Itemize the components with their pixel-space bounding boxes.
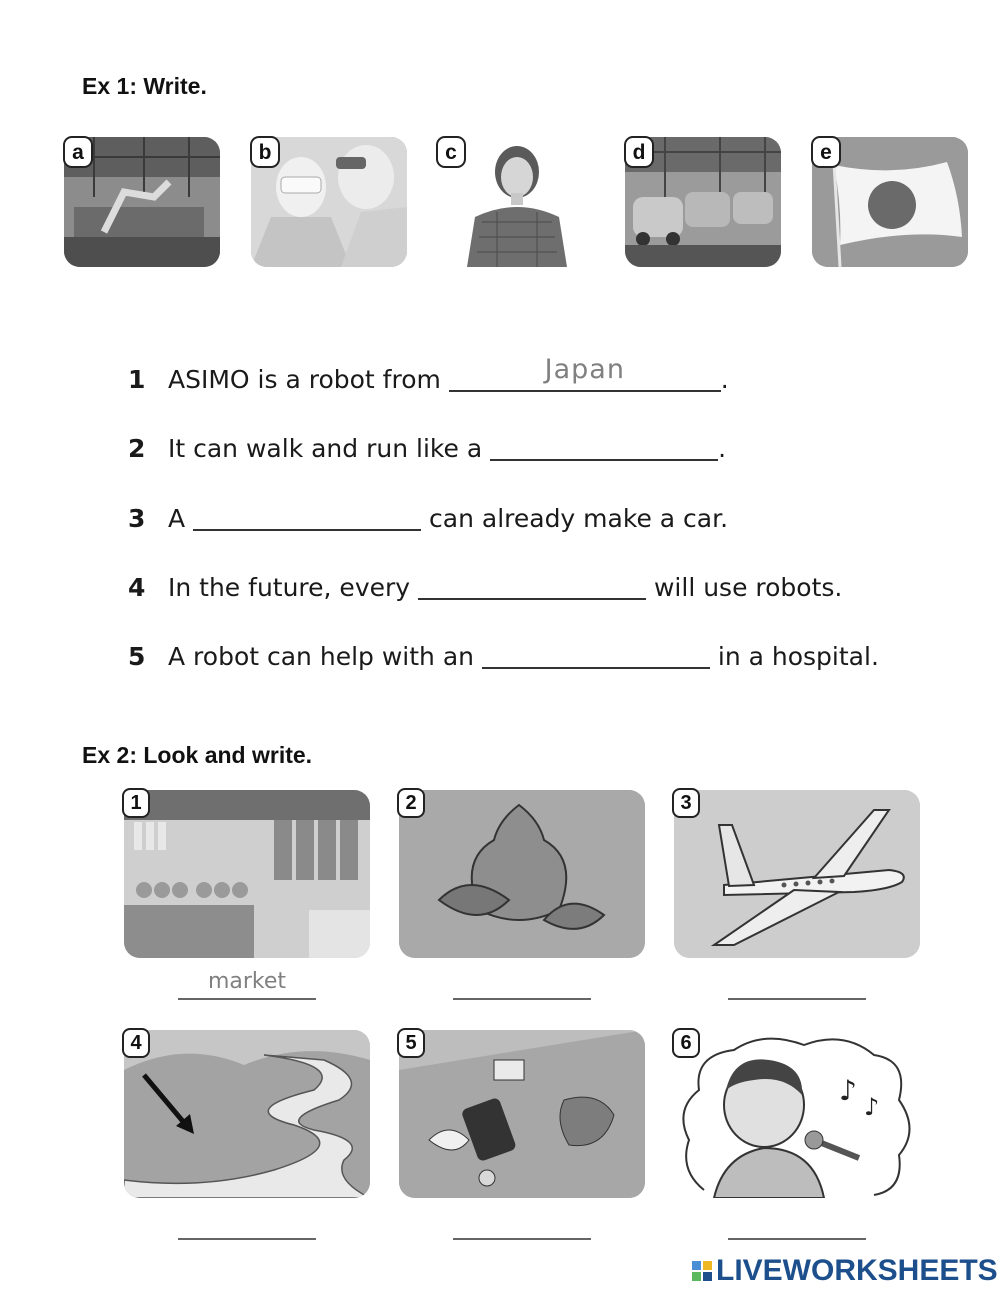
tile-2-garlic	[399, 790, 645, 958]
sentence-number: 4	[128, 573, 146, 602]
answer-blank[interactable]	[193, 503, 421, 531]
sentence-text: A	[168, 504, 186, 533]
tile-label-1: 1	[122, 788, 150, 818]
sentence-end: will use robots.	[653, 573, 843, 602]
garlic-onion-icon	[399, 790, 645, 958]
sentence-number: 5	[128, 642, 146, 671]
picture-label-b: b	[250, 136, 280, 168]
sentence-text: In the future, every	[168, 573, 411, 602]
tile-5-answer-line[interactable]	[453, 1212, 591, 1240]
sentence-number: 3	[128, 504, 146, 533]
picture-label-a: a	[63, 136, 93, 168]
tile-label-3: 3	[672, 788, 700, 818]
liveworksheets-logo-icon	[692, 1261, 712, 1281]
sentence-text: It can walk and run like a	[168, 434, 483, 463]
market-stall-icon	[124, 790, 370, 958]
svg-text:♪: ♪	[839, 1074, 857, 1107]
sentence-end: .	[720, 365, 729, 394]
tile-5-litter	[399, 1030, 645, 1198]
tile-1-answer-line[interactable]	[178, 969, 316, 1000]
tile-6-boy-singing	[674, 1030, 920, 1198]
tile-3-answer-line[interactable]	[728, 972, 866, 1000]
liveworksheets-logo[interactable]	[692, 1254, 998, 1288]
sentence-number: 2	[128, 434, 146, 463]
tile-label-4: 4	[122, 1028, 150, 1058]
tile-4-river	[124, 1030, 370, 1198]
exercise-2-title: Ex 2: Look and write.	[82, 742, 313, 768]
tile-1-market	[124, 790, 370, 958]
tile-3-airplane	[674, 790, 920, 958]
answer-blank[interactable]	[482, 641, 710, 669]
sentence-end: in a hospital.	[717, 642, 879, 671]
tile-label-5: 5	[397, 1028, 425, 1058]
boy-singing-icon	[674, 1030, 920, 1198]
airplane-icon	[674, 790, 920, 958]
answer-blank[interactable]	[490, 433, 718, 461]
sentence-2	[128, 433, 726, 463]
sentence-end: can already make a car.	[429, 504, 729, 533]
exercise-1-title: Ex 1: Write.	[82, 73, 207, 99]
tile-label-6: 6	[672, 1028, 700, 1058]
answer-blank[interactable]	[418, 572, 646, 600]
sentence-end: .	[718, 434, 727, 463]
sentence-5	[128, 641, 879, 671]
sentence-text: A robot can help with an	[168, 642, 474, 671]
sentence-number: 1	[128, 365, 146, 394]
tile-6-answer-line[interactable]	[728, 1212, 866, 1240]
litter-rubbish-icon	[399, 1030, 645, 1198]
picture-label-e: e	[811, 136, 841, 168]
svg-text:♪: ♪	[864, 1093, 880, 1121]
sentence-4	[128, 572, 842, 602]
picture-label-c: c	[436, 136, 466, 168]
answer-blank[interactable]	[449, 354, 721, 392]
tile-2-answer-line[interactable]	[453, 972, 591, 1000]
tile-4-answer-line[interactable]	[178, 1212, 316, 1240]
river-valley-icon	[124, 1030, 370, 1198]
sentence-3	[128, 503, 728, 533]
tile-label-2: 2	[397, 788, 425, 818]
sentence-text: ASIMO is a robot from	[168, 365, 441, 394]
liveworksheets-logo-text: LIVEWORKSHEETS	[716, 1254, 998, 1287]
sentence-1	[128, 354, 729, 394]
picture-label-d: d	[624, 136, 654, 168]
answer-text: Japan	[544, 354, 625, 385]
tile-1-answer: market	[207, 969, 287, 994]
